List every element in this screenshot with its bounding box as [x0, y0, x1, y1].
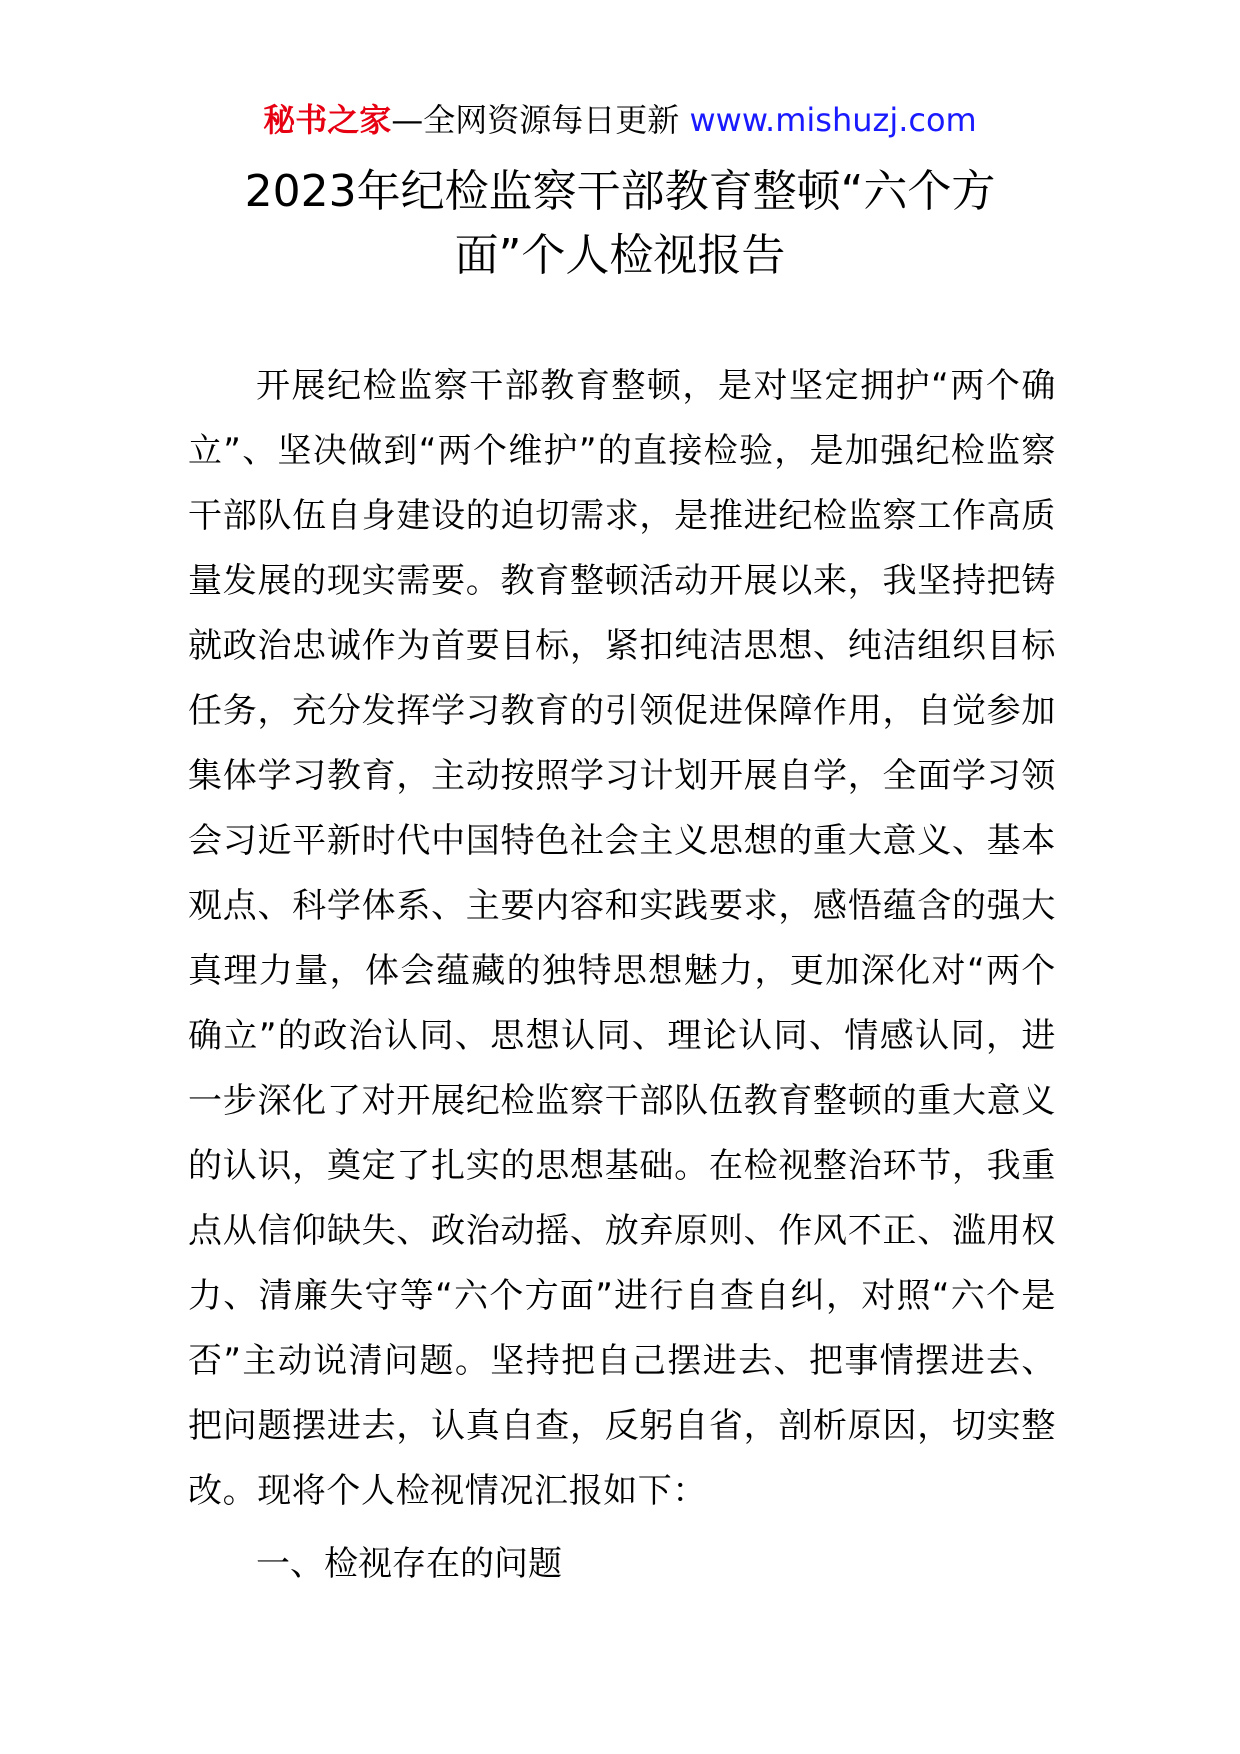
- site-url-link[interactable]: www.mishuzj.com: [689, 101, 977, 139]
- site-header: [0, 98, 1240, 142]
- section-heading-1: 一、检视存在的问题: [256, 1544, 562, 1584]
- site-brand: 秘书之家: [263, 101, 392, 139]
- document-title-line-2: 面”个人检视报告: [454, 230, 786, 281]
- document-title: [150, 160, 1090, 288]
- document-title-line-1: 2023年纪检监察干部教育整顿“六个方: [244, 166, 996, 217]
- site-tagline: —全网资源每日更新: [391, 101, 690, 139]
- intro-paragraph: 开展纪检监察干部教育整顿，是对坚定拥护“两个确立”、坚决做到“两个维护”的直接检验，是加强纪检监察干部队伍自身建设的迫切需求，是推进纪检监察工作高质量发展的现实需要。教育整顿活动开展以来，我坚持把铸就政治忠诚作为首要目标，紧扣纯洁思想、纯洁组织目标任务，充分发挥学习教育的引领促进保障作用，自觉参加集体学习教育，主动按照学习计划开展自学，全面学习领会习近平新时代中国特色社会主义思想的重大意义、基本观点、科学体系、主要内容和实践要求，感悟蕴含的强大真理力量，体会蕴藏的独特思想魅力，更加深化对“两个确立”的政治认同、思想认同、理论认同、情感认同，进一步深化了对开展纪检监察干部队伍教育整顿的重大意义的认识，奠定了扎实的思想基础。在检视整治环节，我重点从信仰缺失、政治动摇、放弃原则、作风不正、滥用权力、清廉失守等“六个方面”进行自查自纠，对照“六个是否”主动说清问题。坚持把自己摆进去、把事情摆进去、把问题摆进去，认真自查，反躬自省，剖析原因，切实整改。现将个人检视情况汇报如下：: [188, 366, 1056, 1511]
